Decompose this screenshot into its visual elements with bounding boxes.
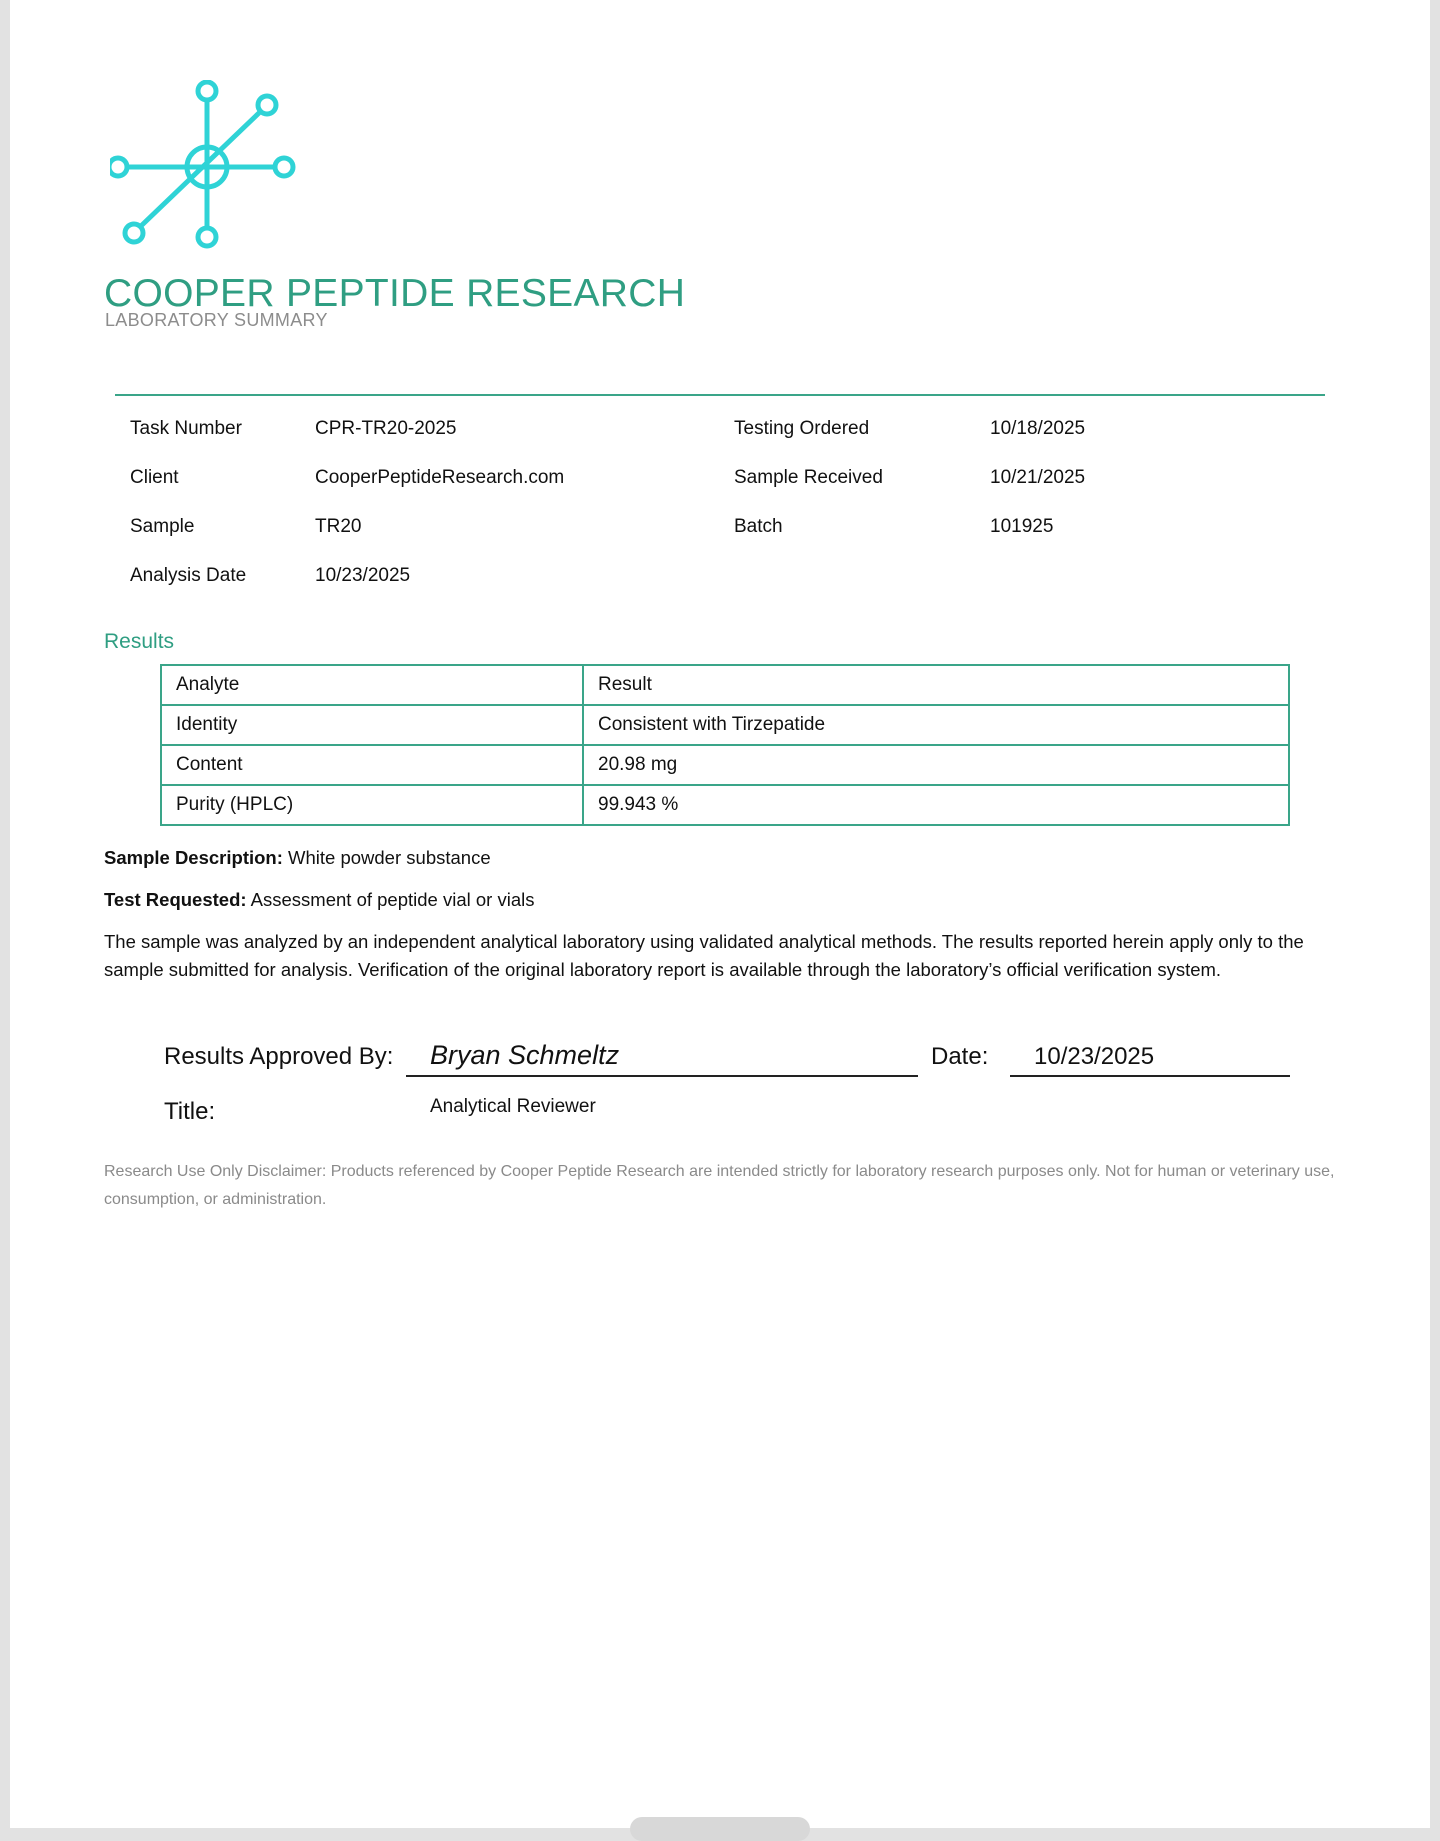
column-header-result: Result bbox=[583, 665, 1289, 705]
signature-line bbox=[406, 1075, 918, 1077]
date-line bbox=[1010, 1075, 1290, 1077]
batch-value: 101925 bbox=[990, 516, 1054, 537]
results-heading: Results bbox=[104, 630, 175, 653]
approval-date: 10/23/2025 bbox=[1034, 1043, 1155, 1070]
results-table bbox=[160, 664, 1290, 826]
title-label: Title: bbox=[164, 1098, 216, 1125]
sample-description-value: White powder substance bbox=[288, 847, 491, 868]
test-requested bbox=[104, 886, 1344, 914]
testing-ordered-value: 10/18/2025 bbox=[990, 418, 1086, 439]
result-cell: 20.98 mg bbox=[583, 745, 1289, 785]
batch-label: Batch bbox=[734, 516, 783, 537]
analysis-date-label: Analysis Date bbox=[130, 565, 247, 586]
sample-label: Sample bbox=[130, 516, 195, 537]
research-use-disclaimer: Research Use Only Disclaimer: Products referenced by Cooper Peptide Research are intended strictly for laboratory research purposes only. Not for human or veterinary use, consumption, or administration. bbox=[104, 1163, 1335, 1208]
company-name: COOPER PEPTIDE RESEARCH bbox=[104, 272, 686, 315]
analysis-date-value: 10/23/2025 bbox=[315, 565, 411, 586]
table-row bbox=[161, 785, 1289, 825]
table-row bbox=[161, 745, 1289, 785]
task-number-label: Task Number bbox=[130, 418, 242, 439]
table-row bbox=[161, 705, 1289, 745]
table-header-row bbox=[161, 665, 1289, 705]
date-label: Date: bbox=[931, 1043, 989, 1070]
sample-received-value: 10/21/2025 bbox=[990, 467, 1086, 488]
analyte-cell: Identity bbox=[161, 705, 583, 745]
result-cell: 99.943 % bbox=[583, 785, 1289, 825]
result-cell: Consistent with Tirzepatide bbox=[583, 705, 1289, 745]
analysis-statement: The sample was analyzed by an independent analytical laboratory using validated analytical methods. The results reported herein apply only to the sample submitted for analysis. Verification of the original laboratory report is available through the laboratory’s official verification system. bbox=[104, 931, 1304, 980]
client-value: CooperPeptideResearch.com bbox=[315, 467, 565, 488]
document-page bbox=[10, 0, 1430, 1828]
client-label: Client bbox=[130, 467, 179, 488]
sample-description bbox=[104, 844, 1344, 872]
molecule-logo-icon bbox=[110, 80, 310, 260]
document-type: LABORATORY SUMMARY bbox=[105, 310, 328, 330]
task-number-value: CPR-TR20-2025 bbox=[315, 418, 457, 439]
column-header-analyte: Analyte bbox=[161, 665, 583, 705]
sample-value: TR20 bbox=[315, 516, 362, 537]
approver-signature: Bryan Schmeltz bbox=[430, 1040, 620, 1070]
test-requested-value: Assessment of peptide vial or vials bbox=[250, 889, 535, 910]
testing-ordered-label: Testing Ordered bbox=[734, 418, 870, 439]
scroll-indicator[interactable] bbox=[630, 1817, 810, 1841]
header-divider bbox=[115, 394, 1325, 396]
title-value: Analytical Reviewer bbox=[430, 1096, 596, 1117]
sample-received-label: Sample Received bbox=[734, 467, 883, 488]
approved-by-label: Results Approved By: bbox=[164, 1043, 394, 1070]
analyte-cell: Purity (HPLC) bbox=[161, 785, 583, 825]
sample-description-label: Sample Description: bbox=[104, 847, 283, 868]
analyte-cell: Content bbox=[161, 745, 583, 785]
test-requested-label: Test Requested: bbox=[104, 889, 247, 910]
